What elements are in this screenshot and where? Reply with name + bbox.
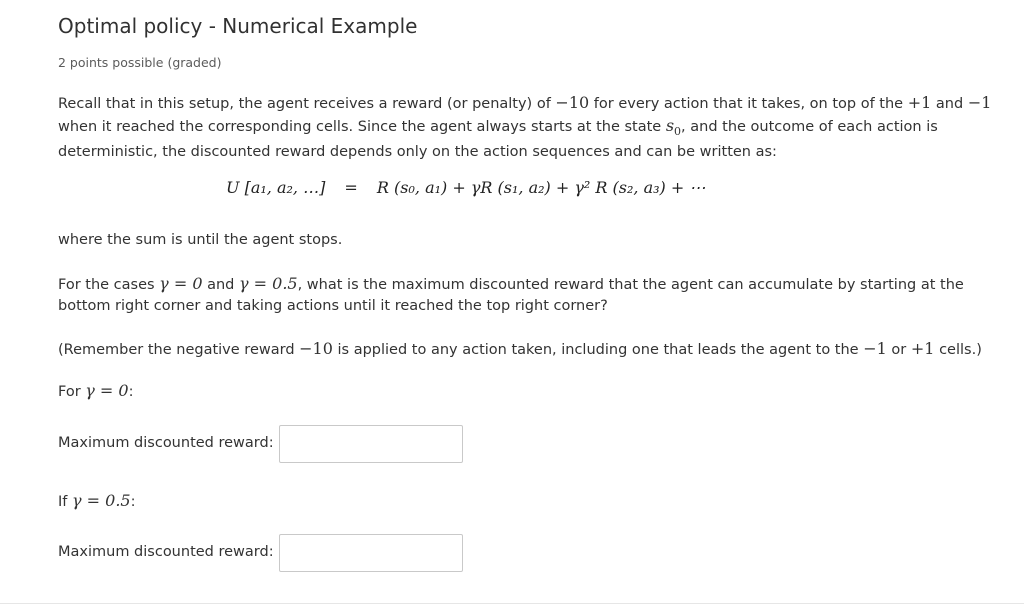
formula-equals: = (344, 178, 358, 197)
part1-answer-label: Maximum discounted reward: (58, 435, 274, 451)
intro-text-1b: for every action that it takes, on top of the (589, 96, 908, 112)
points-possible: 2 points possible (graded) (58, 55, 222, 70)
question-paragraph (58, 273, 988, 317)
formula-rhs: R (s₀, a₁) + γR (s₁, a₂) + γ² R (s₂, a₃) + ⋯ (376, 178, 706, 197)
state-s0 (665, 116, 682, 139)
where-text: where the sum is until the agent stops. (58, 232, 343, 248)
part1-prefix: For (58, 384, 86, 400)
remember-text-b: is applied to any action taken, including one that leads the agent to the (332, 342, 864, 358)
question-text-1a: For the cases (58, 277, 160, 293)
intro-text-2a: when it reached the corresponding cells. Since the agent always starts at the state (58, 119, 666, 135)
question-text-1b: and (202, 277, 239, 293)
remember-plus1: +1 (910, 339, 935, 358)
intro-line-3: deterministic, the discounted reward depends only on the action sequences and can be written as: (58, 144, 777, 161)
gamma-zero: γ = 0 (159, 274, 203, 293)
remember-note (58, 338, 988, 361)
question-line-2: bottom right corner and taking actions until it reached the top right corner? (58, 298, 608, 314)
intro-line-1 (58, 92, 992, 115)
part1-answer-input[interactable] (279, 425, 463, 463)
state-s0-subscript: 0 (674, 125, 682, 139)
part2-answer-label: Maximum discounted reward: (58, 544, 274, 560)
bottom-divider (0, 603, 1024, 604)
part2-prefix: If (58, 494, 72, 510)
discounted-reward-formula (226, 178, 705, 197)
intro-line-2 (58, 115, 988, 142)
intro-paragraph (58, 92, 992, 163)
formula-lhs: U [a₁, a₂, …] (226, 178, 326, 197)
part1-heading (58, 381, 133, 400)
reward-neg10: −10 (555, 93, 590, 112)
reward-plus1: +1 (907, 93, 932, 112)
intro-text-1a: Recall that in this setup, the agent receives a reward (or penalty) of (58, 96, 556, 112)
part2-suffix: : (130, 494, 136, 510)
part2-answer-input[interactable] (279, 534, 463, 572)
question-text-1c: , what is the maximum discounted reward that the agent can accumulate by starting at the (297, 277, 964, 293)
problem-title: Optimal policy - Numerical Example (58, 14, 418, 38)
intro-text-1c: and (931, 96, 968, 112)
remember-text-c: or (886, 342, 911, 358)
part2-gamma: γ = 0.5 (72, 491, 131, 510)
gamma-half: γ = 0.5 (239, 274, 298, 293)
part1-gamma: γ = 0 (85, 381, 129, 400)
reward-minus1: −1 (967, 93, 992, 112)
remember-neg10: −10 (299, 339, 333, 358)
intro-text-2b: , and the outcome of each action is (681, 119, 938, 135)
part1-suffix: : (128, 384, 134, 400)
remember-text-a: (Remember the negative reward (58, 342, 300, 358)
part2-heading (58, 491, 135, 510)
question-line-1 (58, 273, 988, 296)
state-s0-symbol: s (665, 116, 675, 135)
remember-text-d: cells.) (934, 342, 982, 358)
remember-minus1: −1 (863, 339, 887, 358)
